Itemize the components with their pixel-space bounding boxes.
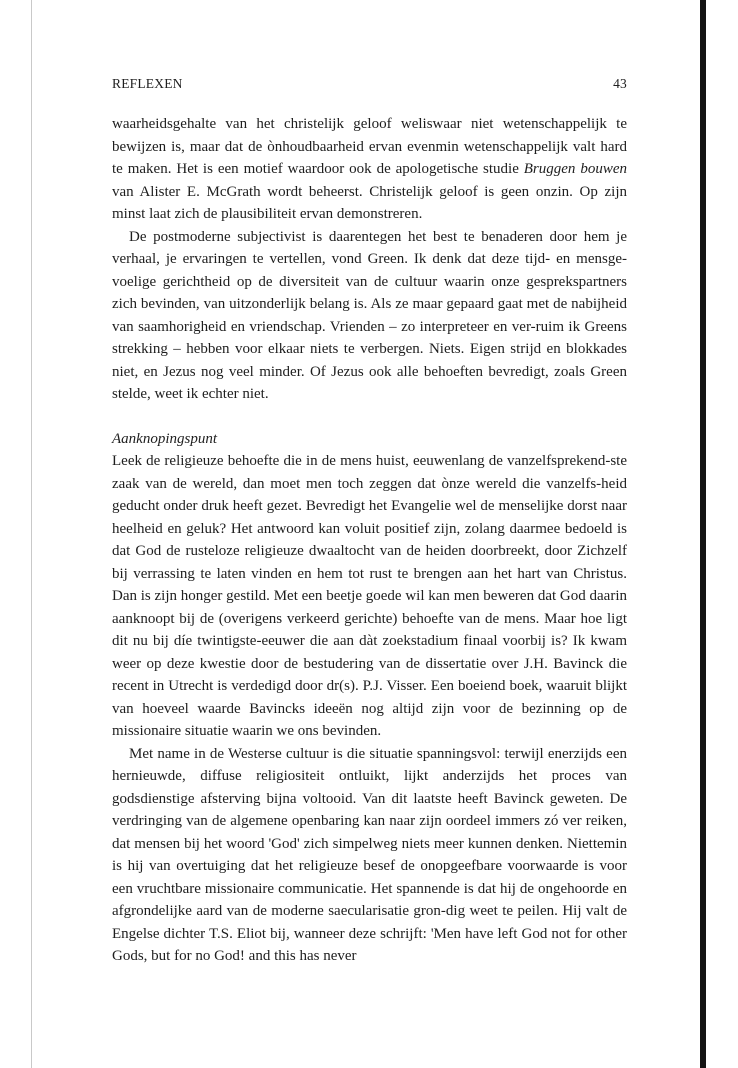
- paragraph-2: De postmoderne subjectivist is daarentegen het best te benaderen door hem je verhaal, je ervaringen te vertellen, vond Green. Ik denk dat deze tijd- en mensge-voelige gerichtheid op de diversiteit van de cultuur waarin onze gesprekspartners zich bevinden, van uitzonderlijk belang is. Als ze maar gepaard gaat met de nabijheid van saamhorigheid en vriendschap. Vrienden – zo interpreteer en ver-ruim ik Greens strekking – hebben voor elkaar niets te verbergen. Niets. Eigen strijd en blokkades niet, en Jezus nog veel minder. Of Jezus ook alle behoeften bevredigt, zoals Green stelde, weet ik echter niet.: [112, 228, 627, 402]
- section-paragraph-2: Met name in de Westerse cultuur is die situatie spanningsvol: terwijl enerzijds een hernieuwde, diffuse religiositeit ontluikt, lijkt anderzijds het proces van godsdienstige afsterving bijna voltooid. Van dit laatste heeft Bavinck geweten. De verdringing van de algemene openbaring kan naar zijn oordeel immers zó ver reiken, dat mensen bij het woord 'God' zich simpelweg niets meer kunnen denken. Niettemin is hij van overtuiging dat het religieuze besef de onopgeefbare voorwaarde is voor een vruchtbare missionaire communicatie. Het spannende is dat hij de ongehoorde en afgrondelijke aard van de moderne saecularisatie gron-dig weet te peilen. Hij valt de Engelse dichter T.S. Eliot bij, wanneer deze schrijft: 'Men have left God not for other Gods, but for no God! and this has never: [112, 745, 627, 964]
- running-head: [112, 76, 627, 98]
- book-title: Bruggen bouwen: [523, 161, 627, 177]
- section-paragraph-1: Leek de religieuze behoefte die in de mens huist, eeuwenlang de vanzelfsprekend-ste zaak van de wereld, dan moet men toch zeggen dat ònze wereld die vanzelfs-heid geducht onder druk heeft gezet. Bevredigt het Evangelie wel de menselijke dorst naar heelheid en geluk? Het antwoord kan voluit positief zijn, zolang daarmee bedoeld is dat God de rusteloze religieuze dwaaltocht van de heiden doorbreekt, door Zichzelf bij verrassing te laten vinden en hem tot rust te brengen aan het hart van Christus. Dan is zijn honger gestild. Met een beetje goede wil kan men beweren dat God daarin aanknoopt bij de (overigens verkeerd gerichte) behoefte van de mens. Maar hoe ligt dit nu bij díe twintigste-eeuwer die aan dàt zoekstadium finaal voorbij is? Ik kwam weer op deze kwestie door de bestudering van de dissertatie over J.H. Bavinck die recent in Utrecht is verdedigd door dr(s). P.J. Visser. Een boeiend boek, waaruit blijkt van hoeveel waarde Bavincks ideeën nog altijd zijn voor de bezinning op de missionaire situatie waarin we ons bevinden.: [112, 453, 627, 739]
- scan-edge-left: [31, 0, 32, 1068]
- page-number: 43: [613, 76, 627, 91]
- paragraph-1: [112, 113, 627, 226]
- section-heading: Aanknopingspunt: [112, 430, 217, 447]
- book-page: [112, 76, 627, 968]
- scan-edge-right: [700, 0, 706, 1068]
- paragraph-1-part-2: van Alister E. McGrath wordt beheerst. Christelijk geloof is geen onzin. Op zijn minst laat zich de plausibiliteit ervan demonstreren.: [112, 183, 627, 222]
- body-text: [112, 113, 627, 968]
- running-title: REFLEXEN: [112, 76, 183, 91]
- paragraph-1-part-1: waarheidsgehalte van het christelijk geloof weliswaar niet wetenschappelijk te bewijzen is, maar dat de ònhoudbaarheid ervan evenmin wetenschappelijk valt hard te maken. Het is een motief waardoor ook de apologetische studie: [112, 116, 627, 177]
